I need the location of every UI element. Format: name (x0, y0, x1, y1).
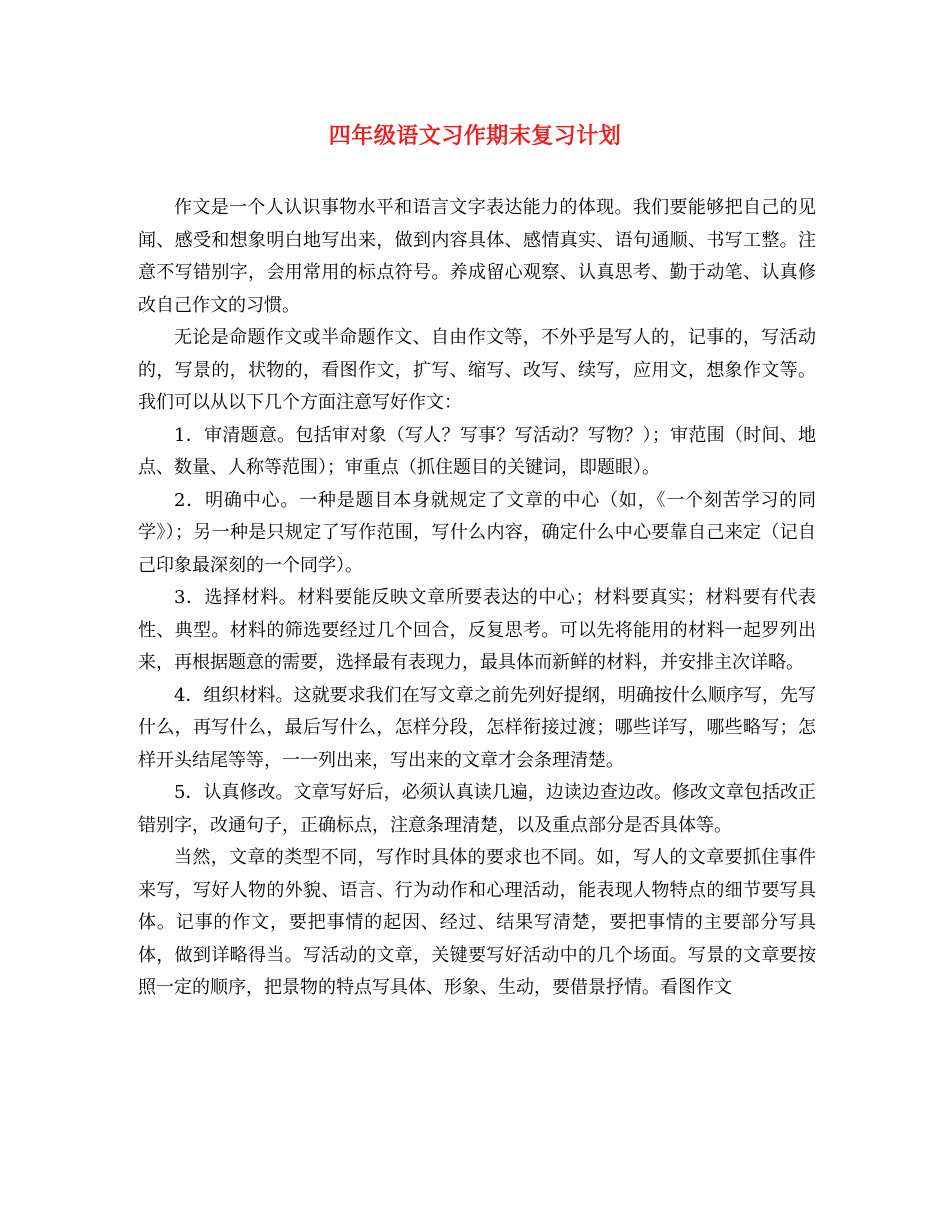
paragraph-types: 无论是命题作文或半命题作文、自由作文等，不外乎是写人的，记事的，写活动的，写景的，状物的，看图作文，扩写、缩写、改写、续写，应用文，想象作文等。我们可以从以下几个方面注意写好作文： (138, 327, 816, 413)
paragraph-step-5: 5．认真修改。文章写好后，必须认真读几遍，边读边查边改。修改文章包括改正错别字，改通句子，正确标点，注意条理清楚，以及重点部分是否具体等。 (138, 782, 816, 836)
paragraph-step-2: 2．明确中心。一种是题目本身就规定了文章的中心（如，《一个刻苦学习的同学》）；另一种是只规定了写作范围，写什么内容，确定什么中心要靠自己来定（记自己印象最深刻的一个同学）。 (138, 489, 816, 576)
document-body (138, 192, 816, 1005)
document-title: 四年级语文习作期末复习计划 (328, 123, 622, 149)
paragraph-intro: 作文是一个人认识事物水平和语言文字表达能力的体现。我们要能够把自己的见闻、感受和想象明白地写出来，做到内容具体、感情真实、语句通顺、书写工整。注意不写错别字，会用常用的标点符号。养成留心观察、认真思考、勤于动笔、认真修改自己作文的习惯。 (138, 197, 816, 316)
paragraph-step-3: 3．选择材料。材料要能反映文章所要表达的中心；材料要真实；材料要有代表性、典型。材料的筛选要经过几个回合，反复思考。可以先将能用的材料一起罗列出来，再根据题意的需要，选择最有表现力，最具体而新鲜的材料，并安排主次详略。 (138, 587, 816, 673)
paragraph-step-4: 4．组织材料。这就要求我们在写文章之前先列好提纲，明确按什么顺序写，先写什么，再写什么，最后写什么，怎样分段，怎样衔接过渡；哪些详写，哪些略写；怎样开头结尾等等，一一列出来，写出来的文章才会条理清楚。 (138, 684, 816, 771)
paragraph-article-types: 当然，文章的类型不同，写作时具体的要求也不同。如，写人的文章要抓住事件来写，写好人物的外貌、语言、行为动作和心理活动，能表现人物特点的细节要写具体。记事的作文，要把事情的起因、经过、结果写清楚，要把事情的主要部分写具体，做到详略得当。写活动的文章，关键要写好活动中的几个场面。写景的文章要按照一定的顺序，把景物的特点写具体、形象、生动，要借景抒情。看图作文 (138, 847, 816, 998)
paragraph-step-1: 1．审清题意。包括审对象（写人？写事？写活动？写物？）；审范围（时间、地点、数量、人称等范围）；审重点（抓住题目的关键词，即题眼）。 (138, 424, 816, 478)
